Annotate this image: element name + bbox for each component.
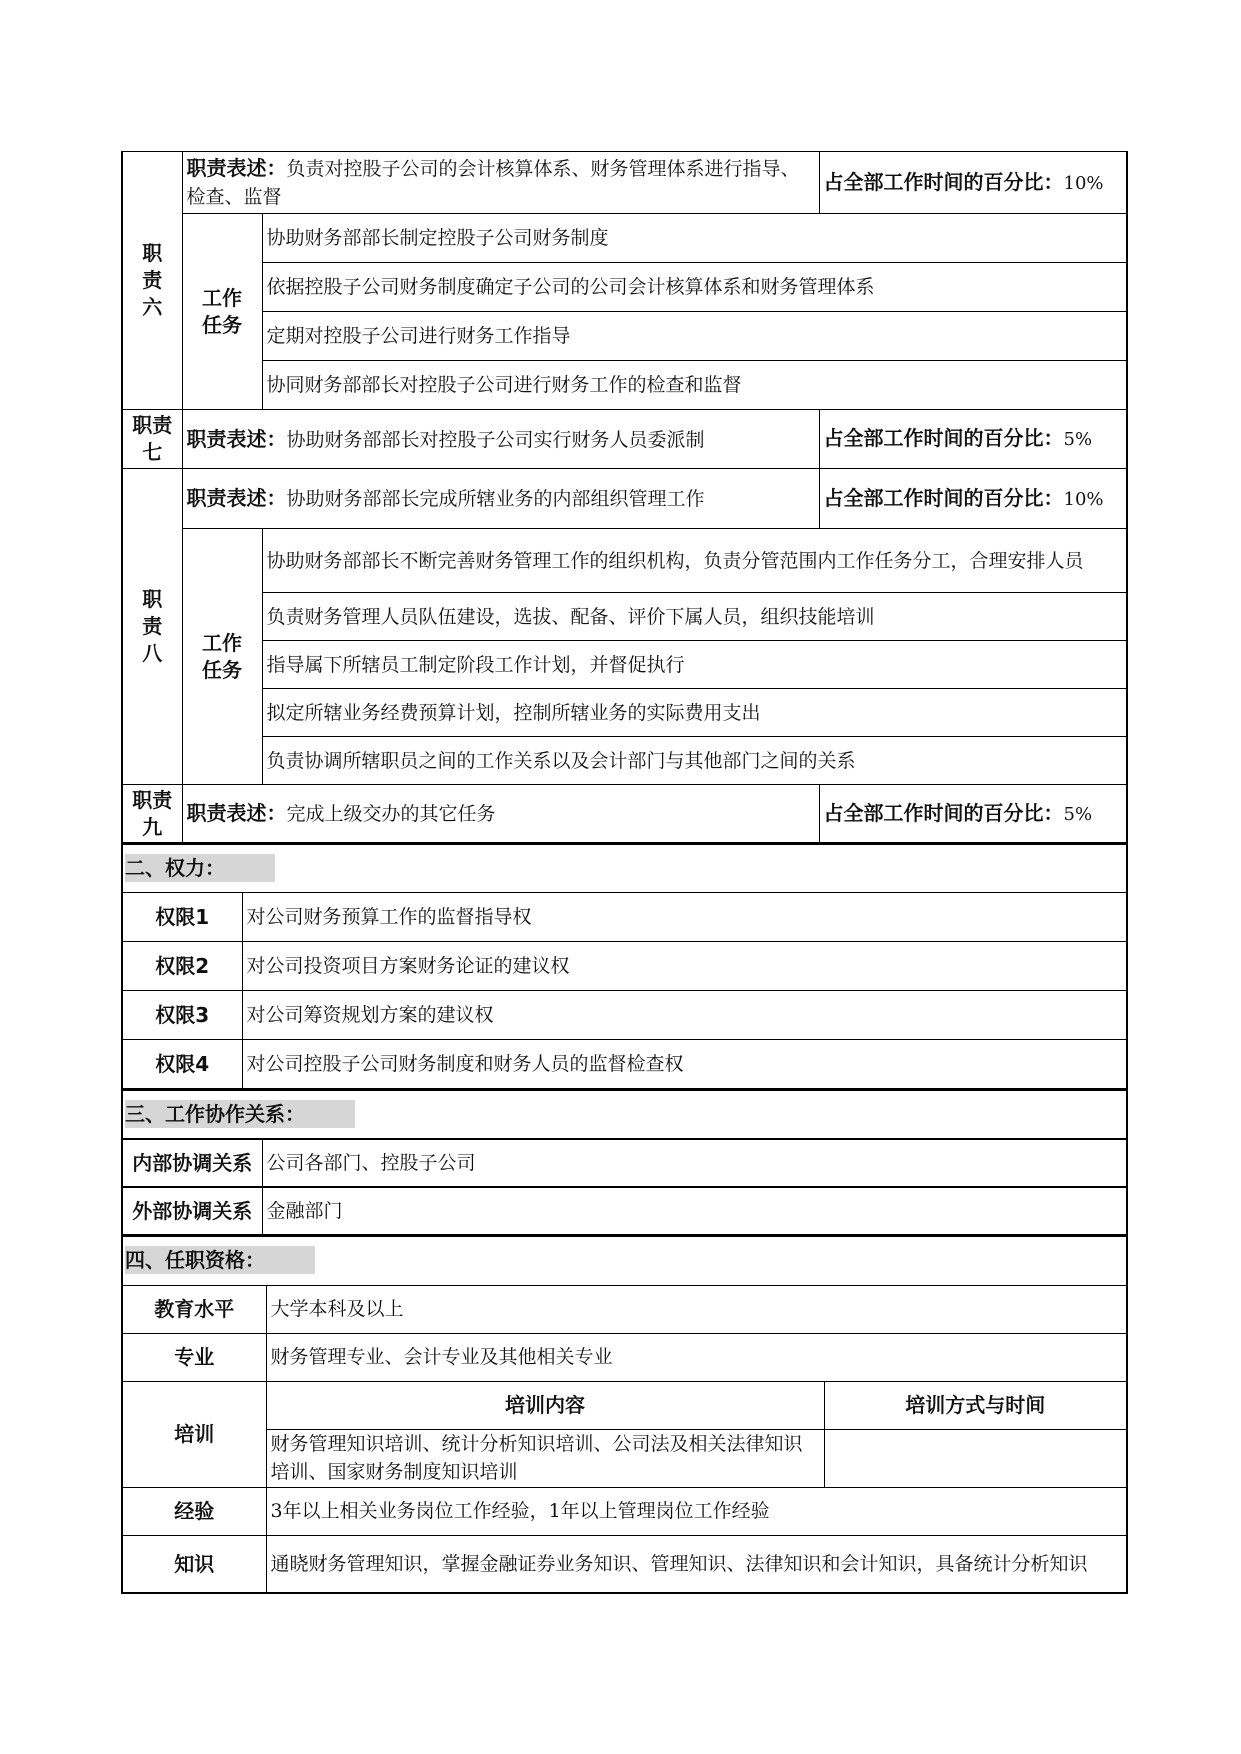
power-4-label: 权限4 (122, 1039, 242, 1088)
internal-relations-label: 内部协调关系 (122, 1139, 262, 1187)
duty6-label: 职责六 (122, 152, 182, 410)
power-2-text: 对公司投资项目方案财务论证的建议权 (242, 941, 1127, 990)
duty8-percentage: 占全部工作时间的百分比：10% (819, 469, 1127, 529)
job-description-page (121, 151, 1126, 1594)
experience-label: 经验 (122, 1487, 266, 1535)
powers-section-title: 二、权力： (122, 844, 1127, 892)
power-2-label: 权限2 (122, 941, 242, 990)
duty9-label: 职责九 (122, 785, 182, 843)
powers-table (121, 843, 1128, 1089)
duty8-task-2: 负责财务管理人员队伍建设，选拔、配备、评价下属人员，组织技能培训 (262, 593, 1127, 641)
major-text: 财务管理专业、会计专业及其他相关专业 (266, 1333, 1127, 1381)
qualifications-table (121, 1236, 1128, 1595)
education-text: 大学本科及以上 (266, 1285, 1127, 1333)
duty7-label: 职责七 (122, 410, 182, 469)
duty6-task-1: 协助财务部部长制定控股子公司财务制度 (262, 214, 1127, 263)
training-content-text: 财务管理知识培训、统计分析知识培训、公司法及相关法律知识培训、国家财务制度知识培训 (266, 1429, 824, 1487)
duty8-task-3: 指导属下所辖员工制定阶段工作计划，并督促执行 (262, 641, 1127, 689)
training-method-header: 培训方式与时间 (824, 1381, 1127, 1429)
duty8-tasks-label: 工作任务 (182, 529, 262, 785)
duty6-task-2: 依据控股子公司财务制度确定子公司的公司会计核算体系和财务管理体系 (262, 263, 1127, 312)
power-4-text: 对公司控股子公司财务制度和财务人员的监督检查权 (242, 1039, 1127, 1088)
external-relations-text: 金融部门 (262, 1187, 1127, 1235)
major-label: 专业 (122, 1333, 266, 1381)
training-method-text (824, 1429, 1127, 1487)
duty6-task-4: 协同财务部部长对控股子公司进行财务工作的检查和监督 (262, 361, 1127, 410)
power-1-text: 对公司财务预算工作的监督指导权 (242, 892, 1127, 941)
knowledge-label: 知识 (122, 1535, 266, 1593)
external-relations-label: 外部协调关系 (122, 1187, 262, 1235)
duty8-description: 职责表述：协助财务部部长完成所辖业务的内部组织管理工作 (182, 469, 819, 529)
duty8-label: 职责八 (122, 469, 182, 785)
duty8-task-1: 协助财务部部长不断完善财务管理工作的组织机构，负责分管范围内工作任务分工，合理安排人员 (262, 529, 1127, 593)
relations-table (121, 1089, 1128, 1236)
power-1-label: 权限1 (122, 892, 242, 941)
duty9-percentage: 占全部工作时间的百分比：5% (819, 785, 1127, 843)
duty6-tasks-label: 工作任务 (182, 214, 262, 410)
internal-relations-text: 公司各部门、控股子公司 (262, 1139, 1127, 1187)
duty7-description: 职责表述：协助财务部部长对控股子公司实行财务人员委派制 (182, 410, 819, 469)
relations-section-title: 三、工作协作关系： (122, 1090, 1127, 1139)
duty6-percentage: 占全部工作时间的百分比：10% (819, 152, 1127, 214)
duty7-percentage: 占全部工作时间的百分比：5% (819, 410, 1127, 469)
duties-table (121, 151, 1128, 843)
training-content-header: 培训内容 (266, 1381, 824, 1429)
duty6-task-3: 定期对控股子公司进行财务工作指导 (262, 312, 1127, 361)
power-3-label: 权限3 (122, 990, 242, 1039)
duty9-description: 职责表述：完成上级交办的其它任务 (182, 785, 819, 843)
education-label: 教育水平 (122, 1285, 266, 1333)
qualifications-section-title: 四、任职资格： (122, 1236, 1127, 1285)
training-label: 培训 (122, 1381, 266, 1487)
power-3-text: 对公司筹资规划方案的建议权 (242, 990, 1127, 1039)
duty8-task-5: 负责协调所辖职员之间的工作关系以及会计部门与其他部门之间的关系 (262, 737, 1127, 785)
duty8-task-4: 拟定所辖业务经费预算计划，控制所辖业务的实际费用支出 (262, 689, 1127, 737)
knowledge-text: 通晓财务管理知识，掌握金融证券业务知识、管理知识、法律知识和会计知识，具备统计分析知识 (266, 1535, 1127, 1593)
duty6-description: 职责表述：负责对控股子公司的会计核算体系、财务管理体系进行指导、检查、监督 (182, 152, 819, 214)
experience-text: 3年以上相关业务岗位工作经验，1年以上管理岗位工作经验 (266, 1487, 1127, 1535)
